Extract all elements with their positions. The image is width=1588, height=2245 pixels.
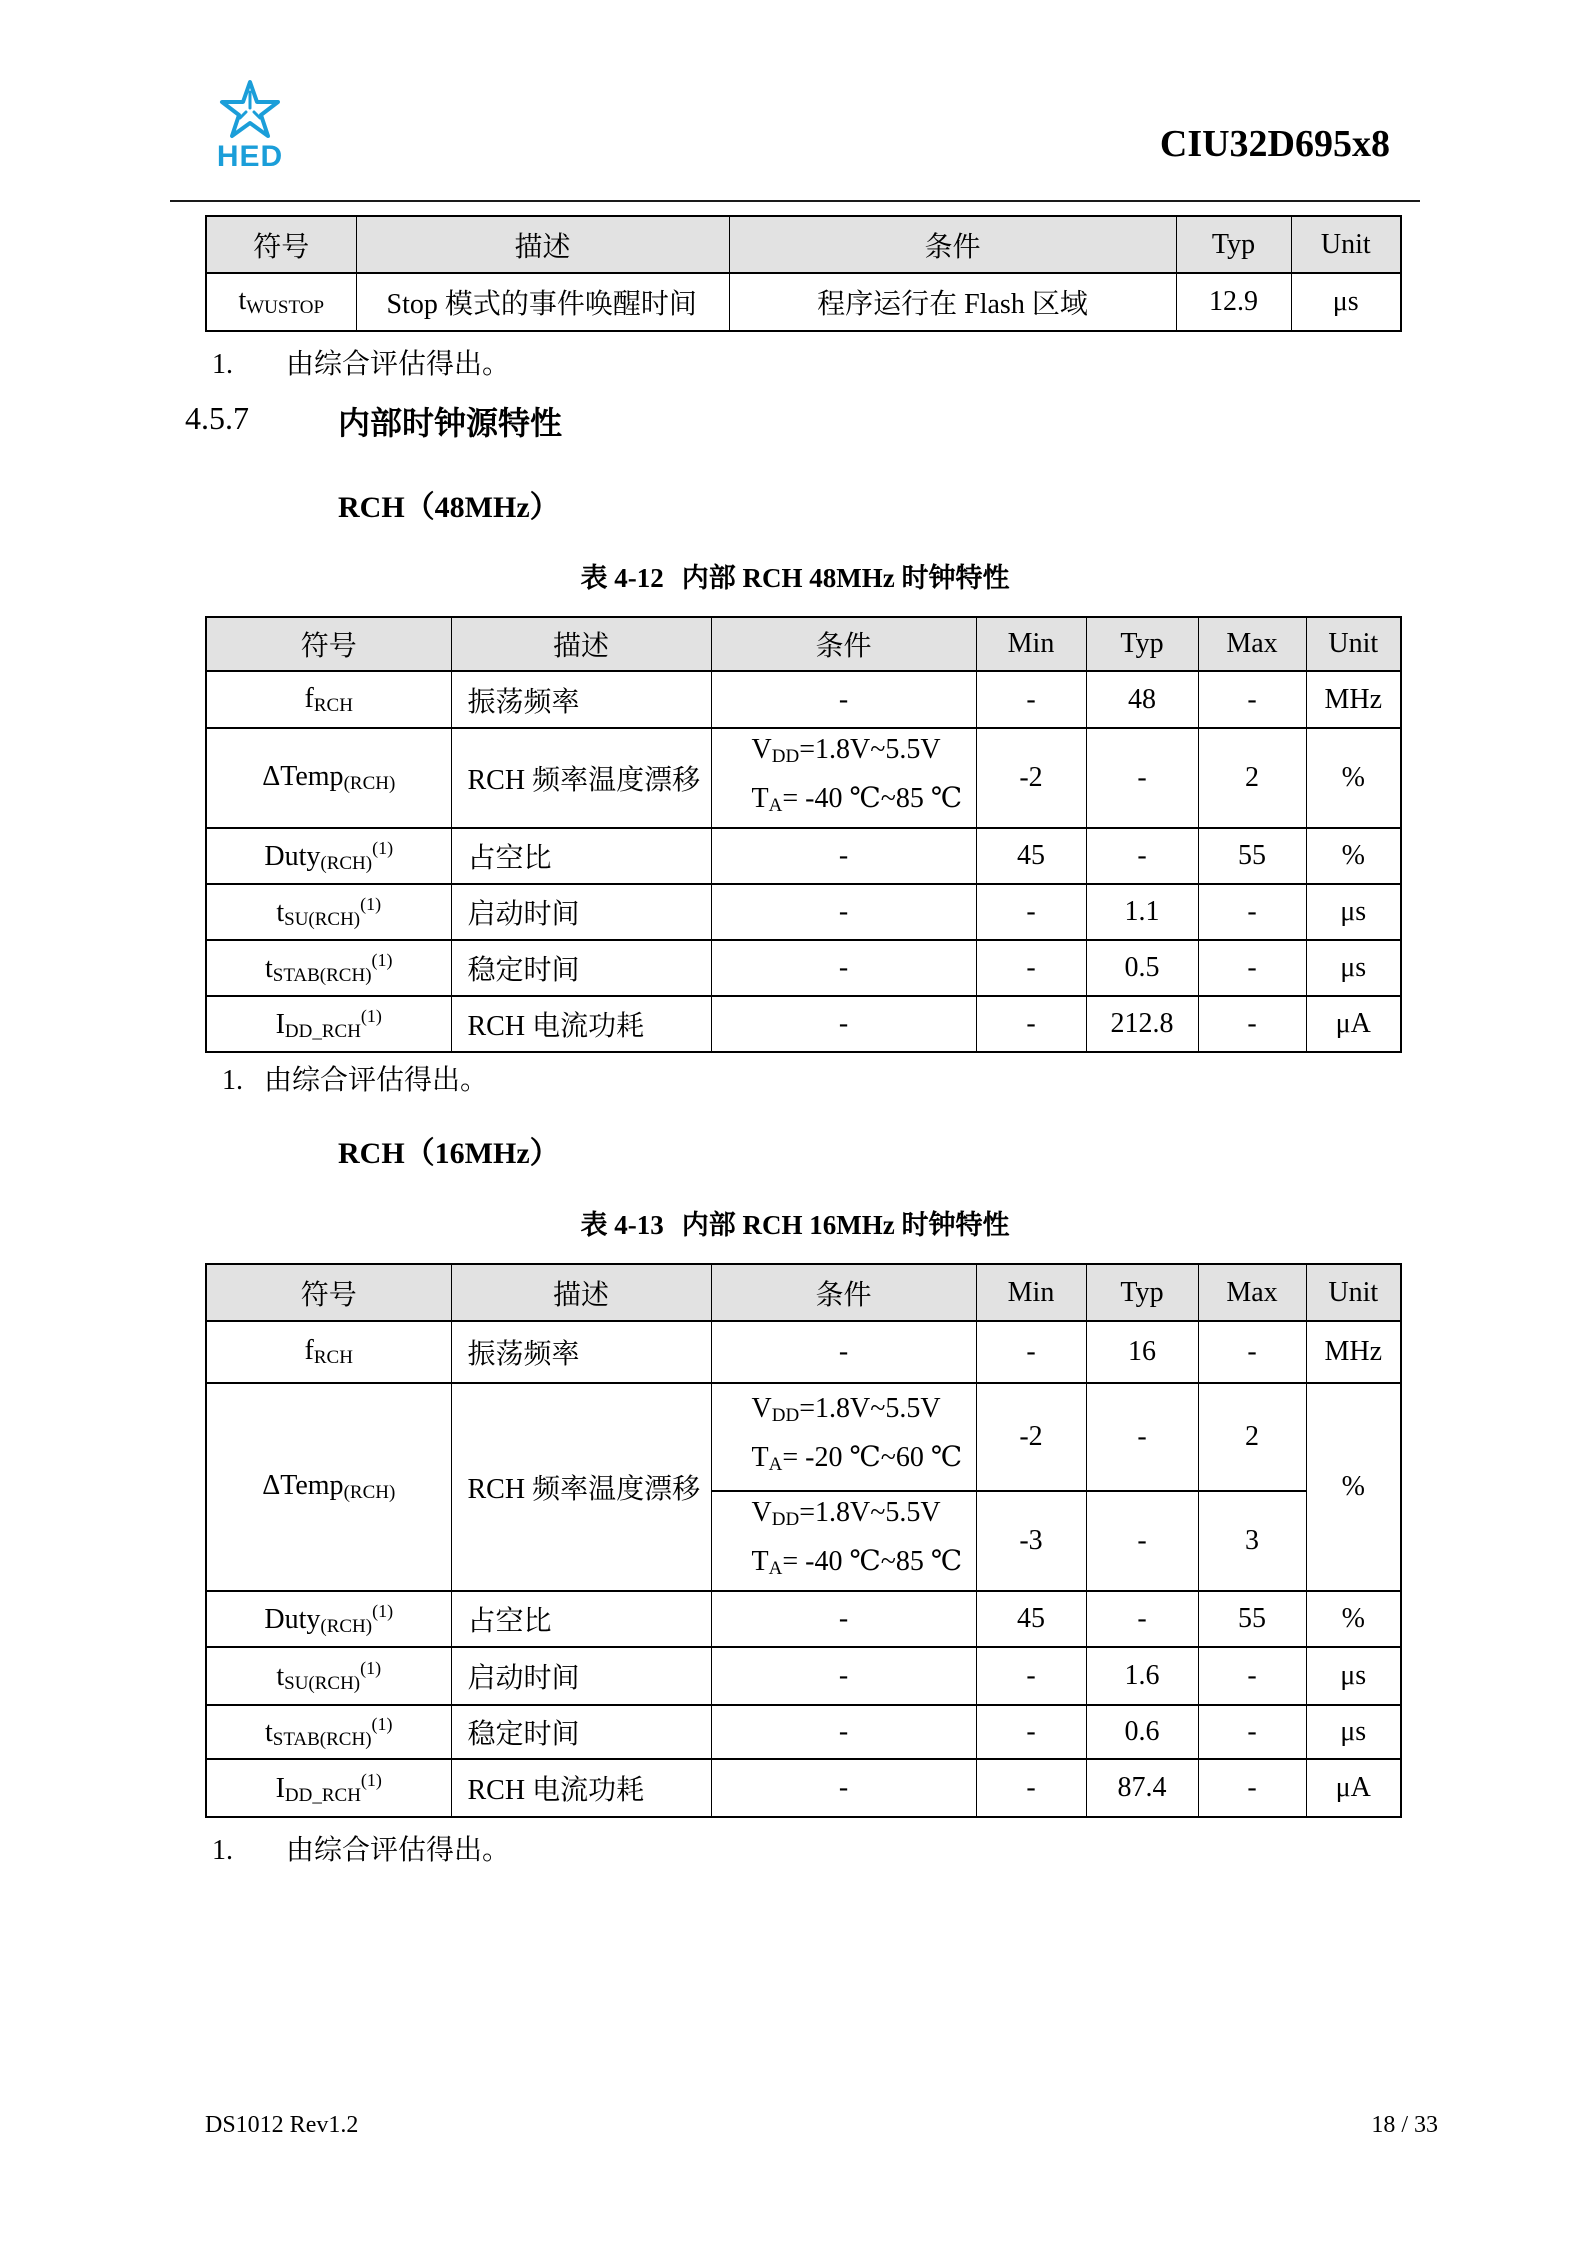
footnote-text: 由综合评估得出。 xyxy=(286,1835,511,1866)
symbol-cell: ΔTemp(RCH) xyxy=(206,728,451,828)
typ-cell: - xyxy=(1086,1491,1198,1591)
condition-cell: - xyxy=(711,1705,976,1759)
symbol-cell: tWUSTOP xyxy=(206,273,356,331)
col-header-min: Min xyxy=(976,1264,1086,1321)
min-cell: - xyxy=(976,1647,1086,1705)
typ-cell: 87.4 xyxy=(1086,1759,1198,1817)
col-header-min: Min xyxy=(976,617,1086,671)
min-cell: - xyxy=(976,884,1086,940)
rch48-heading: RCH（48MHz） xyxy=(338,491,560,524)
footnote xyxy=(212,342,510,382)
table-row xyxy=(206,1321,1401,1383)
table-row xyxy=(206,828,1401,884)
unit-cell: % xyxy=(1306,828,1401,884)
desc-cell: 启动时间 xyxy=(451,1647,711,1705)
max-cell: - xyxy=(1198,1705,1306,1759)
min-cell: - xyxy=(976,1321,1086,1383)
min-cell: -2 xyxy=(976,1383,1086,1491)
col-header-typ: Typ xyxy=(1176,216,1291,273)
table-row xyxy=(206,273,1401,331)
col-header-symbol: 符号 xyxy=(206,617,451,671)
max-cell: - xyxy=(1198,996,1306,1052)
footer-page-number: 18 / 33 xyxy=(1371,2112,1438,2138)
desc-cell: Stop 模式的事件唤醒时间 xyxy=(356,273,729,331)
condition-cell: 程序运行在 Flash 区域 xyxy=(729,273,1176,331)
company-logo xyxy=(205,78,295,172)
table-row xyxy=(206,1383,1401,1491)
symbol-cell: Duty(RCH)$^{(1)}$ xyxy=(206,828,451,884)
unit-cell: MHz xyxy=(1306,1321,1401,1383)
typ-cell: 1.6 xyxy=(1086,1647,1198,1705)
rch16-heading: RCH（16MHz） xyxy=(338,1137,560,1170)
desc-cell: 振荡频率 xyxy=(451,1321,711,1383)
max-cell: - xyxy=(1198,671,1306,728)
table-row xyxy=(206,671,1401,728)
table-header-row xyxy=(206,1264,1401,1321)
symbol-cell: fRCH xyxy=(206,1321,451,1383)
condition-line-vdd: VDD=1.8V~5.5V xyxy=(751,734,941,767)
min-cell: -2 xyxy=(976,728,1086,828)
min-cell: 45 xyxy=(976,828,1086,884)
condition-cell xyxy=(711,1383,976,1491)
caption-text: 内部 RCH 16MHz 时钟特性 xyxy=(681,1210,1010,1240)
desc-cell: 稳定时间 xyxy=(451,1705,711,1759)
header-rule xyxy=(170,200,1420,202)
table-row xyxy=(206,884,1401,940)
desc-cell: 启动时间 xyxy=(451,884,711,940)
max-cell: 2 xyxy=(1198,1383,1306,1491)
hed-star-icon xyxy=(218,78,282,142)
col-header-symbol: 符号 xyxy=(206,216,356,273)
col-header-desc: 描述 xyxy=(356,216,729,273)
caption-label: 表 4-12 xyxy=(580,563,664,593)
desc-cell: 稳定时间 xyxy=(451,940,711,996)
footnote xyxy=(212,1828,510,1868)
col-header-condition: 条件 xyxy=(711,1264,976,1321)
unit-cell: μs xyxy=(1306,884,1401,940)
condition-cell: - xyxy=(711,884,976,940)
table-row xyxy=(206,1647,1401,1705)
typ-cell: 48 xyxy=(1086,671,1198,728)
unit-cell: μs xyxy=(1306,1647,1401,1705)
min-cell: 45 xyxy=(976,1591,1086,1647)
min-cell: - xyxy=(976,1705,1086,1759)
condition-line-vdd: VDD=1.8V~5.5V xyxy=(751,1393,941,1426)
footnote-marker: 1. xyxy=(222,1065,243,1096)
typ-cell: 16 xyxy=(1086,1321,1198,1383)
symbol-cell: Duty(RCH)$^{(1)}$ xyxy=(206,1591,451,1647)
unit-cell: MHz xyxy=(1306,671,1401,728)
max-cell: - xyxy=(1198,1321,1306,1383)
col-header-desc: 描述 xyxy=(451,1264,711,1321)
condition-line-ta: TA= -20 ℃~60 ℃ xyxy=(751,1442,963,1475)
max-cell: - xyxy=(1198,884,1306,940)
max-cell: - xyxy=(1198,940,1306,996)
min-cell: - xyxy=(976,1759,1086,1817)
condition-cell xyxy=(711,728,976,828)
typ-cell: - xyxy=(1086,828,1198,884)
max-cell: 55 xyxy=(1198,828,1306,884)
typ-cell: 12.9 xyxy=(1176,273,1291,331)
symbol-cell: tSTAB(RCH)$^{(1)}$ xyxy=(206,1705,451,1759)
typ-cell: 0.5 xyxy=(1086,940,1198,996)
table-row xyxy=(206,1705,1401,1759)
condition-line-vdd: VDD=1.8V~5.5V xyxy=(751,1497,941,1530)
unit-cell: μs xyxy=(1291,273,1401,331)
table-row xyxy=(206,996,1401,1052)
condition-cell: - xyxy=(711,828,976,884)
col-header-typ: Typ xyxy=(1086,617,1198,671)
caption-label: 表 4-13 xyxy=(580,1210,664,1240)
footnote xyxy=(222,1058,488,1098)
unit-cell: μs xyxy=(1306,1705,1401,1759)
condition-line-ta: TA= -40 ℃~85 ℃ xyxy=(751,1546,963,1579)
col-header-desc: 描述 xyxy=(451,617,711,671)
desc-cell: RCH 电流功耗 xyxy=(451,996,711,1052)
unit-cell: μA xyxy=(1306,996,1401,1052)
col-header-max: Max xyxy=(1198,617,1306,671)
unit-cell: % xyxy=(1306,728,1401,828)
col-header-max: Max xyxy=(1198,1264,1306,1321)
table-row xyxy=(206,1591,1401,1647)
symbol-cell: IDD_RCH$^{(1)}$ xyxy=(206,1759,451,1817)
condition-cell: - xyxy=(711,1591,976,1647)
unit-cell: % xyxy=(1306,1591,1401,1647)
col-header-typ: Typ xyxy=(1086,1264,1198,1321)
desc-cell: RCH 频率温度漂移 xyxy=(451,728,711,828)
symbol-cell: ΔTemp(RCH) xyxy=(206,1383,451,1591)
condition-cell xyxy=(711,1491,976,1591)
col-header-unit: Unit xyxy=(1291,216,1401,273)
logo-text: HED xyxy=(216,140,284,173)
max-cell: 3 xyxy=(1198,1491,1306,1591)
condition-line-ta: TA= -40 ℃~85 ℃ xyxy=(751,783,963,816)
col-header-condition: 条件 xyxy=(729,216,1176,273)
typ-cell: 1.1 xyxy=(1086,884,1198,940)
footnote-marker: 1. xyxy=(212,1835,233,1866)
col-header-condition: 条件 xyxy=(711,617,976,671)
col-header-unit: Unit xyxy=(1306,1264,1401,1321)
rch48-table xyxy=(205,616,1402,1053)
wakeup-time-table xyxy=(205,215,1402,332)
rch16-table xyxy=(205,1263,1402,1818)
symbol-cell: tSU(RCH)$^{(1)}$ xyxy=(206,1647,451,1705)
footnote-marker: 1. xyxy=(212,349,233,380)
min-cell: - xyxy=(976,671,1086,728)
table-row xyxy=(206,728,1401,828)
max-cell: 2 xyxy=(1198,728,1306,828)
symbol-cell: fRCH xyxy=(206,671,451,728)
symbol-cell: tSTAB(RCH)$^{(1)}$ xyxy=(206,940,451,996)
col-header-unit: Unit xyxy=(1306,617,1401,671)
desc-cell: 振荡频率 xyxy=(451,671,711,728)
typ-cell: - xyxy=(1086,728,1198,828)
max-cell: - xyxy=(1198,1647,1306,1705)
desc-cell: RCH 频率温度漂移 xyxy=(451,1383,711,1591)
condition-cell: - xyxy=(711,1321,976,1383)
footnote-text: 由综合评估得出。 xyxy=(286,349,511,380)
condition-cell: - xyxy=(711,996,976,1052)
table-row xyxy=(206,940,1401,996)
desc-cell: 占空比 xyxy=(451,1591,711,1647)
document-title: CIU32D695x8 xyxy=(1159,123,1390,165)
desc-cell: RCH 电流功耗 xyxy=(451,1759,711,1817)
max-cell: - xyxy=(1198,1759,1306,1817)
table-header-row xyxy=(206,617,1401,671)
section-number: 4.5.7 xyxy=(185,400,249,436)
condition-cell: - xyxy=(711,940,976,996)
typ-cell: 212.8 xyxy=(1086,996,1198,1052)
table-row xyxy=(206,1759,1401,1817)
footnote-text: 由综合评估得出。 xyxy=(264,1065,489,1096)
caption-text: 内部 RCH 48MHz 时钟特性 xyxy=(681,563,1010,593)
table-4-13-caption xyxy=(170,1203,1420,1242)
table-header-row xyxy=(206,216,1401,273)
min-cell: - xyxy=(976,996,1086,1052)
unit-cell: μs xyxy=(1306,940,1401,996)
condition-cell: - xyxy=(711,671,976,728)
section-title: 内部时钟源特性 xyxy=(338,405,563,441)
min-cell: -3 xyxy=(976,1491,1086,1591)
desc-cell: 占空比 xyxy=(451,828,711,884)
condition-cell: - xyxy=(711,1647,976,1705)
typ-cell: - xyxy=(1086,1591,1198,1647)
min-cell: - xyxy=(976,940,1086,996)
unit-cell: % xyxy=(1306,1383,1401,1591)
symbol-cell: IDD_RCH$^{(1)}$ xyxy=(206,996,451,1052)
symbol-cell: tSU(RCH)$^{(1)}$ xyxy=(206,884,451,940)
col-header-symbol: 符号 xyxy=(206,1264,451,1321)
typ-cell: 0.6 xyxy=(1086,1705,1198,1759)
max-cell: 55 xyxy=(1198,1591,1306,1647)
unit-cell: μA xyxy=(1306,1759,1401,1817)
footer-doc-id: DS1012 Rev1.2 xyxy=(205,2112,359,2138)
table-4-12-caption xyxy=(170,556,1420,595)
typ-cell: - xyxy=(1086,1383,1198,1491)
condition-cell: - xyxy=(711,1759,976,1817)
